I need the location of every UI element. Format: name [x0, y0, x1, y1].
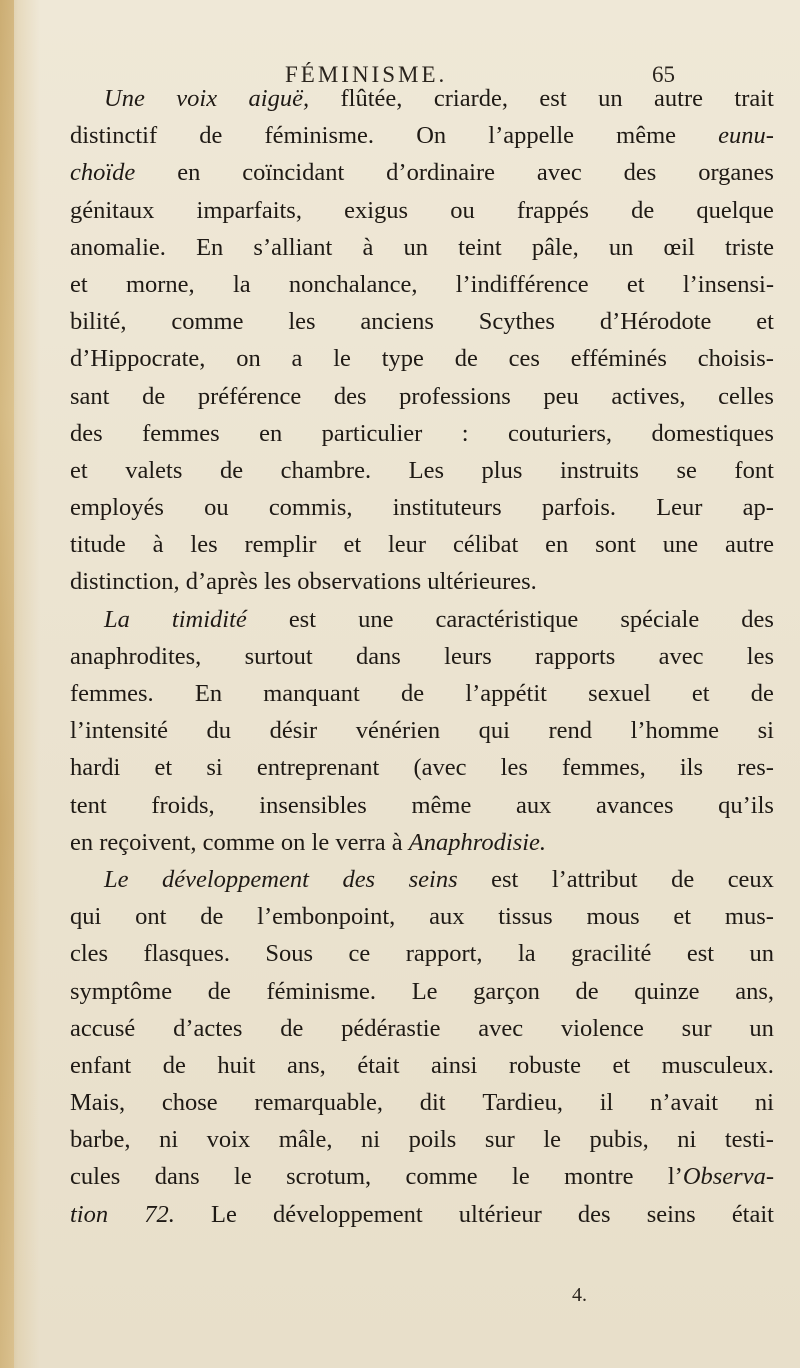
- word: de: [162, 1051, 186, 1079]
- running-title: FÉMINISME.: [285, 62, 448, 87]
- word: dans: [154, 1163, 200, 1191]
- text-line: [70, 563, 774, 600]
- word: l’homme: [630, 717, 720, 745]
- word: aux: [515, 791, 552, 819]
- word: de: [671, 865, 695, 893]
- word: avances: [595, 791, 674, 819]
- word: comme: [405, 1163, 478, 1191]
- word: autre: [654, 85, 703, 112]
- text-line: [70, 80, 774, 117]
- word: commis,: [268, 494, 353, 522]
- word: sur: [484, 1126, 515, 1154]
- word: un: [598, 85, 623, 112]
- word: testi-: [724, 1126, 774, 1154]
- word: En: [194, 680, 223, 707]
- word: anomalie.: [70, 233, 166, 261]
- word: féminisme.: [266, 977, 377, 1005]
- word: ans,: [287, 1051, 326, 1079]
- word: seins: [408, 865, 458, 893]
- word: de: [200, 903, 224, 931]
- word: une: [358, 605, 394, 633]
- word: ont: [135, 903, 167, 931]
- word: hardi: [70, 754, 121, 782]
- word: symptôme: [70, 977, 173, 1005]
- word: de: [219, 456, 244, 484]
- text-line: [70, 1047, 774, 1084]
- word: si: [206, 754, 223, 782]
- word: si: [757, 717, 774, 745]
- word: féminisme.: [264, 122, 375, 150]
- word: sont: [595, 531, 636, 559]
- word: insensibles: [259, 791, 367, 819]
- word: huit: [217, 1051, 256, 1079]
- text-line: [70, 787, 774, 824]
- word: avec: [478, 1014, 524, 1042]
- word: entreprenant: [256, 754, 380, 782]
- word: distinctif: [70, 122, 158, 150]
- word: sexuel: [588, 680, 651, 707]
- word: instituteurs: [392, 494, 502, 522]
- word: génitaux: [70, 196, 155, 224]
- word: La: [104, 605, 130, 633]
- word: Mais,: [70, 1089, 126, 1117]
- word: ni: [754, 1089, 774, 1117]
- text-line: [70, 973, 774, 1010]
- word: les: [288, 308, 316, 336]
- text-line: [70, 824, 774, 861]
- word: les: [263, 568, 292, 596]
- word: d’Hérodote: [599, 308, 712, 336]
- word: peu: [543, 382, 579, 410]
- word: célibat: [452, 531, 519, 559]
- word: est: [288, 605, 317, 633]
- word: d’après: [185, 568, 258, 596]
- word: ni: [159, 1126, 179, 1154]
- word: le: [543, 1126, 561, 1154]
- word: un: [749, 1014, 774, 1042]
- word: Scythes: [478, 308, 555, 336]
- word: cles: [70, 940, 109, 968]
- word: est: [539, 85, 567, 112]
- word: verra: [335, 828, 386, 856]
- word: qu’ils: [718, 791, 774, 819]
- word: robuste: [508, 1051, 581, 1079]
- word: femmes: [142, 419, 220, 447]
- word: ultérieures.: [427, 568, 537, 596]
- word: quelque: [696, 196, 774, 224]
- word: timidité: [171, 605, 247, 633]
- word: flasques.: [143, 940, 230, 968]
- word: Une: [104, 85, 145, 112]
- word: quinze: [634, 977, 700, 1005]
- word: d’ordinaire: [386, 159, 495, 187]
- word: choïde: [70, 159, 136, 187]
- word: le: [311, 828, 330, 856]
- word: barbe,: [70, 1126, 131, 1154]
- text-line: [70, 1121, 774, 1158]
- word: couturiers,: [507, 419, 613, 447]
- word: remplir: [244, 531, 317, 559]
- word: reçoivent,: [99, 828, 197, 856]
- word: une: [662, 531, 699, 559]
- word: leur: [388, 531, 427, 559]
- word: d’actes: [173, 1014, 243, 1042]
- word: ultérieur: [458, 1200, 542, 1228]
- word: se: [676, 456, 697, 484]
- text-line: [70, 303, 774, 340]
- text-line: [70, 415, 774, 452]
- text-line: [70, 154, 774, 191]
- word: œil: [663, 233, 695, 261]
- text-line: [70, 526, 774, 563]
- word: en: [70, 828, 94, 856]
- word: font: [734, 456, 774, 484]
- word: le: [234, 1163, 252, 1191]
- word: même: [411, 791, 472, 819]
- word: surtout: [244, 642, 313, 670]
- text-line: [70, 229, 774, 266]
- word: et: [343, 531, 362, 559]
- text-line: [70, 749, 774, 786]
- word: anaphrodites,: [70, 642, 202, 670]
- word: avec: [536, 159, 582, 187]
- word: l’appétit: [465, 680, 547, 707]
- word: est: [491, 865, 519, 893]
- word: et: [70, 456, 88, 484]
- word: Tardieu,: [482, 1089, 563, 1117]
- word: Les: [408, 456, 444, 484]
- word: ap-: [742, 494, 774, 522]
- word: on: [236, 345, 261, 373]
- word: voix: [176, 85, 218, 112]
- word: En: [196, 233, 224, 261]
- word: des: [577, 1200, 611, 1228]
- word: avec: [658, 642, 704, 670]
- word: s’alliant: [253, 233, 333, 261]
- word: qui: [70, 903, 102, 931]
- word: à: [391, 828, 403, 856]
- word: imparfaits,: [196, 196, 302, 224]
- word: cules: [70, 1163, 121, 1191]
- word: distinction,: [70, 568, 180, 596]
- word: flûtée,: [340, 85, 403, 112]
- body-text: [70, 80, 774, 1233]
- word: l’embonpoint,: [257, 903, 396, 931]
- word: ceux: [727, 865, 774, 893]
- word: était: [357, 1051, 400, 1079]
- word: ans,: [735, 977, 774, 1005]
- word: les: [746, 642, 774, 670]
- word: leurs: [444, 642, 492, 670]
- word: des: [342, 865, 376, 893]
- word: Sous: [265, 940, 314, 968]
- word: le: [512, 1163, 530, 1191]
- word: ces: [508, 345, 540, 373]
- word: développement: [272, 1200, 423, 1228]
- word: à: [152, 531, 164, 559]
- text-line: [70, 935, 774, 972]
- word: chose: [161, 1089, 218, 1117]
- word: teint: [458, 233, 502, 261]
- word: de: [199, 122, 223, 150]
- word: à: [362, 233, 374, 261]
- text-line: [70, 1196, 774, 1233]
- text-line: [70, 898, 774, 935]
- word: désir: [269, 717, 318, 745]
- word: actives,: [611, 382, 686, 410]
- word: observations: [297, 568, 422, 596]
- word: dans: [355, 642, 401, 670]
- word: est: [686, 940, 715, 968]
- word: dit: [419, 1089, 446, 1117]
- text-line: [70, 266, 774, 303]
- text-line: [70, 712, 774, 749]
- word: tion: [70, 1200, 109, 1228]
- word: type: [381, 345, 424, 373]
- word: rend: [548, 717, 593, 745]
- word: professions: [399, 382, 511, 410]
- word: était: [731, 1200, 774, 1228]
- word: l’intensité: [70, 717, 168, 745]
- word: aux: [429, 903, 465, 931]
- word: de: [575, 977, 599, 1005]
- word: chambre.: [280, 456, 372, 484]
- word: pubis,: [589, 1126, 649, 1154]
- word: aiguë,: [248, 85, 310, 112]
- word: de: [207, 977, 231, 1005]
- word: femmes,: [562, 754, 646, 782]
- text-line: [70, 861, 774, 898]
- word: ce: [348, 940, 371, 968]
- text-line: [70, 638, 774, 675]
- word: garçon: [473, 977, 540, 1005]
- word: gracilité: [571, 940, 652, 968]
- word: un: [403, 233, 428, 261]
- word: de: [454, 345, 478, 373]
- word: développement: [162, 865, 309, 893]
- word: n’avait: [650, 1089, 719, 1117]
- word: le: [333, 345, 351, 373]
- word: remarquable,: [254, 1089, 383, 1117]
- word: comme: [202, 828, 275, 856]
- word: accusé: [70, 1014, 136, 1042]
- word: pâle,: [531, 233, 579, 261]
- word: comme: [171, 308, 244, 336]
- word: seins: [646, 1200, 696, 1228]
- word: l’insensi-: [682, 270, 774, 298]
- word: sur: [681, 1014, 712, 1042]
- word: la: [518, 940, 536, 968]
- word: il: [599, 1089, 614, 1117]
- word: froids,: [151, 791, 215, 819]
- word: spéciale: [620, 605, 700, 633]
- word: préférence: [197, 382, 302, 410]
- word: femmes.: [70, 680, 154, 707]
- word: les: [500, 754, 528, 782]
- word: res-: [737, 754, 774, 782]
- word: l’Observa-: [667, 1163, 774, 1191]
- word: particulier: [321, 419, 423, 447]
- word: frappés: [516, 196, 589, 224]
- text-line: [70, 117, 774, 154]
- word: nonchalance,: [288, 270, 418, 298]
- word: vénérien: [355, 717, 441, 745]
- word: ou: [204, 494, 229, 522]
- word: enfant: [70, 1051, 132, 1079]
- word: titude: [70, 531, 126, 559]
- word: mous: [586, 903, 640, 931]
- text-line: [70, 378, 774, 415]
- word: celles: [718, 382, 774, 410]
- word: même: [616, 122, 677, 150]
- text-line: [70, 192, 774, 229]
- word: l’appelle: [488, 122, 574, 150]
- word: morne,: [125, 270, 195, 298]
- word: tent: [70, 791, 107, 819]
- word: ou: [450, 196, 475, 224]
- word: et: [626, 270, 645, 298]
- word: et: [154, 754, 173, 782]
- text-line: [70, 1010, 774, 1047]
- word: un: [749, 940, 774, 968]
- word: et: [70, 270, 88, 298]
- word: Anaphrodisie.: [408, 828, 547, 856]
- word: de: [401, 680, 425, 707]
- word: Le: [411, 977, 438, 1005]
- text-line: [70, 452, 774, 489]
- text-line: [70, 340, 774, 377]
- word: efféminés: [570, 345, 667, 373]
- word: parfois.: [541, 494, 616, 522]
- word: rapports: [535, 642, 616, 670]
- word: coïncidant: [242, 159, 345, 187]
- word: des: [623, 159, 657, 187]
- word: tissus: [498, 903, 553, 931]
- word: l’indifférence: [455, 270, 589, 298]
- word: la: [232, 270, 251, 298]
- word: employés: [70, 494, 164, 522]
- word: instruits: [559, 456, 639, 484]
- word: bilité,: [70, 308, 127, 336]
- word: exigus: [344, 196, 409, 224]
- word: organes: [698, 159, 774, 187]
- word: les: [190, 531, 218, 559]
- word: de: [142, 382, 166, 410]
- word: des: [741, 605, 774, 633]
- word: triste: [725, 233, 774, 261]
- word: un: [608, 233, 634, 261]
- text-line: [70, 675, 774, 712]
- word: manquant: [263, 680, 360, 707]
- word: (avec: [413, 754, 467, 782]
- word: on: [280, 828, 306, 856]
- word: poils: [408, 1126, 457, 1154]
- word: l’attribut: [551, 865, 638, 893]
- text-line: [70, 601, 774, 638]
- word: plus: [481, 456, 523, 484]
- word: caractéristique: [435, 605, 579, 633]
- word: en: [177, 159, 201, 187]
- word: violence: [560, 1014, 644, 1042]
- word: choisis-: [697, 345, 774, 373]
- word: ni: [677, 1126, 697, 1154]
- word: eunu-: [718, 122, 774, 150]
- word: a: [291, 345, 303, 373]
- text-line: [70, 1084, 774, 1121]
- word: domestiques: [651, 419, 774, 447]
- word: mâle,: [278, 1126, 333, 1154]
- word: On: [416, 122, 447, 150]
- word: ils: [679, 754, 704, 782]
- word: d’Hippocrate,: [70, 345, 206, 373]
- word: des: [333, 382, 367, 410]
- word: anciens: [360, 308, 434, 336]
- word: rapport,: [405, 940, 483, 968]
- word: :: [461, 419, 469, 447]
- word: et: [612, 1051, 631, 1079]
- word: de: [750, 680, 774, 707]
- text-line: [70, 489, 774, 526]
- word: sant: [70, 382, 110, 410]
- word: et: [756, 308, 774, 336]
- word: Le: [104, 865, 129, 893]
- word: montre: [564, 1163, 634, 1191]
- word: mus-: [724, 903, 774, 931]
- word: ainsi: [431, 1051, 478, 1079]
- word: de: [631, 196, 655, 224]
- signature-mark: 4.: [572, 1284, 587, 1306]
- word: musculeux.: [661, 1051, 774, 1079]
- word: de: [280, 1014, 304, 1042]
- word: voix: [206, 1126, 251, 1154]
- word: Le: [211, 1200, 237, 1228]
- word: scrotum,: [286, 1163, 372, 1191]
- word: et: [691, 680, 710, 707]
- word: du: [206, 717, 232, 745]
- word: pédérastie: [341, 1014, 441, 1042]
- word: ni: [361, 1126, 381, 1154]
- word: en: [545, 531, 569, 559]
- page-number: 65: [652, 62, 675, 87]
- word: autre: [725, 531, 774, 559]
- word: 72.: [144, 1200, 175, 1228]
- word: trait: [734, 85, 774, 112]
- word: qui: [478, 717, 510, 745]
- word: et: [673, 903, 692, 931]
- word: Leur: [656, 494, 703, 522]
- word: valets: [125, 456, 183, 484]
- text-line: [70, 1158, 774, 1195]
- word: criarde,: [433, 85, 508, 112]
- word: des: [70, 419, 103, 447]
- word: en: [259, 419, 283, 447]
